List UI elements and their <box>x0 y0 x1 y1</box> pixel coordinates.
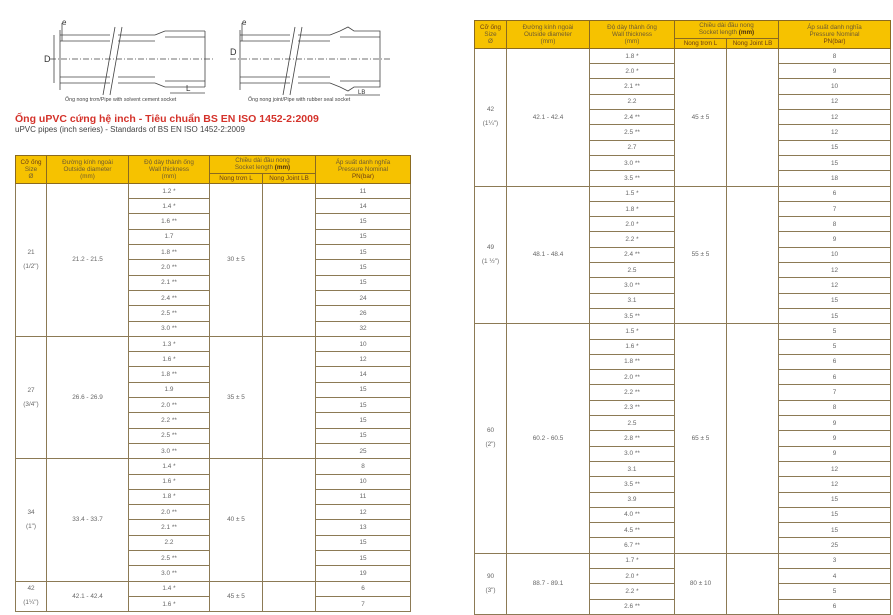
header-wt-en: Wall thickness <box>611 30 652 38</box>
pressure-nominal-cell: 4 <box>779 568 891 583</box>
wall-thickness-cell: 1.6 * <box>590 339 675 354</box>
pressure-nominal-cell: 6 <box>779 370 891 385</box>
wall-thickness-cell: 4.0 ** <box>590 507 675 522</box>
header-wt-en: Wall thickness <box>148 165 189 173</box>
pressure-nominal-cell: 5 <box>779 324 891 339</box>
pressure-nominal-cell: 12 <box>316 352 411 367</box>
pressure-nominal-cell: 15 <box>316 214 411 229</box>
socket-length-lb-cell <box>263 183 316 336</box>
pressure-nominal-cell: 15 <box>779 308 891 323</box>
outside-diameter-cell: 26.6 - 26.9 <box>47 336 129 458</box>
table-row <box>16 581 411 596</box>
header-size-vn: Cỡ ống <box>480 23 501 31</box>
header-sl-en-line <box>211 164 314 171</box>
header-wt-vn: Độ dày thành ống <box>144 158 194 166</box>
socket-length-lb-cell <box>727 324 779 553</box>
right-pipe-spec-table <box>474 20 891 615</box>
wall-thickness-cell: 1.2 * <box>129 183 210 198</box>
pressure-nominal-cell: 10 <box>779 79 891 94</box>
wall-thickness-cell: 2.0 ** <box>590 370 675 385</box>
pressure-nominal-cell: 11 <box>316 489 411 504</box>
label-d: D <box>44 54 51 64</box>
pressure-nominal-cell: 19 <box>316 566 411 581</box>
header-pn-en: Pressure Nominal <box>337 165 389 173</box>
header-socket-l: Nong trơn L <box>675 38 727 48</box>
header-pn-en: Pressure Nominal <box>809 30 860 38</box>
wall-thickness-cell: 2.1 ** <box>129 275 210 290</box>
header-od-en: Outside diameter <box>63 165 112 173</box>
caption-solvent-socket: Ống nong trơn/Pipe with solvent cement socket <box>65 97 177 103</box>
solvent-socket-pipe-diagram <box>40 15 220 105</box>
wall-thickness-cell: 2.0 ** <box>129 398 210 413</box>
pressure-nominal-cell: 15 <box>316 398 411 413</box>
socket-length-lb-cell <box>263 459 316 581</box>
wall-thickness-cell: 3.1 <box>590 293 675 308</box>
size-cell <box>475 324 507 553</box>
header-pn-unit: PN(bar) <box>823 38 846 46</box>
header-sl-unit: (mm) <box>738 29 755 37</box>
wall-thickness-cell: 2.5 ** <box>129 428 210 443</box>
wall-thickness-cell: 2.0 * <box>590 568 675 583</box>
wall-thickness-cell: 3.0 ** <box>129 566 210 581</box>
wall-thickness-cell: 1.4 * <box>129 459 210 474</box>
label-e: e <box>62 18 67 27</box>
outside-diameter-cell: 42.1 - 42.4 <box>507 48 590 186</box>
header-sl-vn: Chiều dài đầu nong <box>235 157 290 164</box>
pressure-nominal-cell: 15 <box>316 413 411 428</box>
pressure-nominal-cell: 15 <box>316 245 411 260</box>
size-value: 34 <box>27 508 35 516</box>
pressure-nominal-cell: 7 <box>316 596 411 611</box>
size-cell <box>16 336 47 458</box>
outside-diameter-cell: 21.2 - 21.5 <box>47 183 129 336</box>
socket-length-lb-cell <box>727 186 779 324</box>
socket-length-lb-cell <box>727 553 779 614</box>
wall-thickness-cell: 3.0 ** <box>129 321 210 336</box>
pressure-nominal-cell: 15 <box>779 492 891 507</box>
wall-thickness-cell: 1.3 * <box>129 336 210 351</box>
size-inch: (1/2") <box>23 262 39 270</box>
header-size <box>16 156 47 184</box>
wall-thickness-cell: 3.0 ** <box>590 446 675 461</box>
wall-thickness-cell: 1.6 * <box>129 596 210 611</box>
wall-thickness-cell: 2.2 ** <box>129 413 210 428</box>
wall-thickness-cell: 2.0 * <box>590 64 675 79</box>
wall-thickness-cell: 2.1 ** <box>129 520 210 535</box>
socket-length-l-cell: 80 ± 10 <box>675 553 727 614</box>
header-wt-unit: (mm) <box>624 38 640 46</box>
header-outside-diameter <box>47 156 129 184</box>
size-value: 90 <box>486 572 495 580</box>
pressure-nominal-cell: 7 <box>779 385 891 400</box>
wall-thickness-cell: 1.7 * <box>590 553 675 568</box>
header-wall-thickness <box>129 156 210 184</box>
header-size-symbol: Ø <box>488 38 493 46</box>
wall-thickness-cell: 4.5 ** <box>590 523 675 538</box>
header-pn-vn: Áp suất danh nghĩa <box>807 23 862 31</box>
header-socket-lb: Nong Joint LB <box>263 173 316 183</box>
wall-thickness-cell: 1.6 * <box>129 352 210 367</box>
header-od-en: Outside diameter <box>524 30 572 38</box>
size-value: 21 <box>27 248 35 256</box>
header-wt-unit: (mm) <box>161 173 177 181</box>
header-size-symbol: Ø <box>28 173 34 181</box>
wall-thickness-cell: 3.0 ** <box>590 155 675 170</box>
pressure-nominal-cell: 24 <box>316 290 411 305</box>
outside-diameter-cell: 42.1 - 42.4 <box>47 581 129 612</box>
table-row <box>16 459 411 474</box>
pressure-nominal-cell: 12 <box>779 110 891 125</box>
pressure-nominal-cell: 6 <box>316 581 411 596</box>
socket-length-lb-cell <box>263 581 316 612</box>
table-row <box>475 186 891 201</box>
label-e-joint: e <box>242 18 247 27</box>
header-socket-lb: Nong Joint LB <box>727 38 779 48</box>
socket-length-l-cell: 40 ± 5 <box>210 459 263 581</box>
outside-diameter-cell: 88.7 - 89.1 <box>507 553 590 614</box>
wall-thickness-cell: 1.8 ** <box>129 245 210 260</box>
pressure-nominal-cell: 9 <box>779 232 891 247</box>
pressure-nominal-cell: 26 <box>316 306 411 321</box>
pressure-nominal-cell: 9 <box>779 431 891 446</box>
pressure-nominal-cell: 9 <box>779 446 891 461</box>
pressure-nominal-cell: 8 <box>316 459 411 474</box>
pressure-nominal-cell: 7 <box>779 201 891 216</box>
page-title: Ống uPVC cứng hệ inch - Tiêu chuẩn BS EN ISO 1452-2:2009 <box>15 113 319 125</box>
pressure-nominal-cell: 12 <box>779 477 891 492</box>
socket-length-l-cell: 55 ± 5 <box>675 186 727 324</box>
header-socket-length <box>210 156 316 174</box>
size-inch: (3/4") <box>23 400 39 408</box>
header-sl-en-line <box>676 29 777 36</box>
wall-thickness-cell: 1.9 <box>129 382 210 397</box>
pressure-nominal-cell: 10 <box>316 336 411 351</box>
wall-thickness-cell: 2.5 ** <box>129 551 210 566</box>
header-wall-thickness <box>590 21 675 49</box>
wall-thickness-cell: 6.7 ** <box>590 538 675 553</box>
pressure-nominal-cell: 15 <box>316 229 411 244</box>
size-inch: (1 ½") <box>481 257 500 265</box>
wall-thickness-cell: 1.5 * <box>590 324 675 339</box>
wall-thickness-cell: 2.5 <box>590 416 675 431</box>
pressure-nominal-cell: 5 <box>779 584 891 599</box>
wall-thickness-cell: 2.4 ** <box>590 247 675 262</box>
wall-thickness-cell: 2.5 <box>590 263 675 278</box>
socket-length-l-cell: 45 ± 5 <box>675 48 727 186</box>
header-sl-en: Socket length <box>698 29 737 37</box>
outside-diameter-cell: 48.1 - 48.4 <box>507 186 590 324</box>
pressure-nominal-cell: 9 <box>779 416 891 431</box>
size-value: 49 <box>486 243 495 251</box>
wall-thickness-cell: 2.2 <box>590 94 675 109</box>
wall-thickness-cell: 3.5 ** <box>590 477 675 492</box>
socket-length-l-cell: 45 ± 5 <box>210 581 263 612</box>
wall-thickness-cell: 2.3 ** <box>590 400 675 415</box>
label-lb: LB <box>358 90 366 96</box>
size-cell <box>475 48 507 186</box>
pressure-nominal-cell: 15 <box>316 382 411 397</box>
size-inch: (1¼") <box>482 120 499 128</box>
wall-thickness-cell: 2.0 ** <box>129 505 210 520</box>
header-pressure-nominal <box>779 21 891 49</box>
header-size <box>475 21 507 49</box>
pressure-nominal-cell: 15 <box>316 275 411 290</box>
pressure-nominal-cell: 10 <box>779 247 891 262</box>
socket-length-l-cell: 30 ± 5 <box>210 183 263 336</box>
header-pn-unit: PN(bar) <box>351 173 375 181</box>
pressure-nominal-cell: 13 <box>316 520 411 535</box>
wall-thickness-cell: 1.8 * <box>590 201 675 216</box>
pressure-nominal-cell: 12 <box>779 125 891 140</box>
size-cell <box>16 581 47 612</box>
caption-rubber-seal: Ống nong joint/Pipe with rubber seal socket <box>248 97 351 103</box>
pressure-nominal-cell: 15 <box>779 140 891 155</box>
pressure-nominal-cell: 11 <box>316 183 411 198</box>
pressure-nominal-cell: 8 <box>779 400 891 415</box>
wall-thickness-cell: 2.2 * <box>590 232 675 247</box>
pressure-nominal-cell: 25 <box>779 538 891 553</box>
pressure-nominal-cell: 14 <box>316 367 411 382</box>
size-value: 42 <box>27 585 35 593</box>
socket-length-l-cell: 35 ± 5 <box>210 336 263 458</box>
outside-diameter-cell: 60.2 - 60.5 <box>507 324 590 553</box>
header-pressure-nominal <box>316 156 411 184</box>
wall-thickness-cell: 2.5 ** <box>590 125 675 140</box>
pressure-nominal-cell: 12 <box>779 278 891 293</box>
wall-thickness-cell: 3.0 ** <box>590 278 675 293</box>
header-od-unit: (mm) <box>80 173 95 181</box>
wall-thickness-cell: 1.8 ** <box>129 367 210 382</box>
pressure-nominal-cell: 8 <box>779 217 891 232</box>
header-size-en: Size <box>484 30 497 38</box>
pressure-nominal-cell: 12 <box>316 505 411 520</box>
wall-thickness-cell: 2.0 ** <box>129 260 210 275</box>
wall-thickness-cell: 1.6 ** <box>129 214 210 229</box>
socket-length-lb-cell <box>727 48 779 186</box>
pressure-nominal-cell: 15 <box>779 523 891 538</box>
pressure-nominal-cell: 15 <box>316 260 411 275</box>
wall-thickness-cell: 3.0 ** <box>129 443 210 458</box>
wall-thickness-cell: 2.0 * <box>590 217 675 232</box>
header-size-vn: Cỡ ống <box>20 158 42 166</box>
size-value: 27 <box>27 386 35 394</box>
header-od-vn: Đường kính ngoài <box>522 23 574 31</box>
pressure-nominal-cell: 8 <box>779 48 891 63</box>
socket-length-l-cell: 65 ± 5 <box>675 324 727 553</box>
wall-thickness-cell: 2.2 <box>129 535 210 550</box>
header-od-vn: Đường kính ngoài <box>62 158 113 166</box>
header-socket-length <box>675 21 779 39</box>
wall-thickness-cell: 2.2 ** <box>590 385 675 400</box>
pressure-nominal-cell: 6 <box>779 186 891 201</box>
wall-thickness-cell: 2.2 * <box>590 584 675 599</box>
pressure-nominal-cell: 12 <box>779 94 891 109</box>
header-size-en: Size <box>24 165 38 173</box>
pressure-nominal-cell: 14 <box>316 199 411 214</box>
size-value: 60 <box>486 427 495 435</box>
wall-thickness-cell: 1.5 * <box>590 186 675 201</box>
wall-thickness-cell: 2.1 ** <box>590 79 675 94</box>
pressure-nominal-cell: 12 <box>779 461 891 476</box>
header-socket-l: Nong trơn L <box>210 173 263 183</box>
wall-thickness-cell: 3.1 <box>590 461 675 476</box>
size-inch: (2") <box>485 441 496 449</box>
pressure-nominal-cell: 25 <box>316 443 411 458</box>
header-pn-vn: Áp suất danh nghĩa <box>335 158 391 166</box>
header-sl-en: Socket length <box>234 164 273 172</box>
wall-thickness-cell: 2.8 ** <box>590 431 675 446</box>
pressure-nominal-cell: 12 <box>779 263 891 278</box>
table-row <box>475 324 891 339</box>
table-row <box>475 48 891 63</box>
wall-thickness-cell: 3.5 ** <box>590 171 675 186</box>
wall-thickness-cell: 2.6 ** <box>590 599 675 614</box>
size-cell <box>475 553 507 614</box>
pressure-nominal-cell: 15 <box>779 293 891 308</box>
wall-thickness-cell: 2.4 ** <box>129 290 210 305</box>
wall-thickness-cell: 2.5 ** <box>129 306 210 321</box>
header-sl-unit: (mm) <box>274 164 291 172</box>
wall-thickness-cell: 2.4 ** <box>590 110 675 125</box>
pressure-nominal-cell: 15 <box>779 155 891 170</box>
wall-thickness-cell: 1.7 <box>129 229 210 244</box>
wall-thickness-cell: 1.6 * <box>129 474 210 489</box>
wall-thickness-cell: 2.7 <box>590 140 675 155</box>
size-value: 42 <box>486 106 495 114</box>
pressure-nominal-cell: 9 <box>779 64 891 79</box>
wall-thickness-cell: 3.5 ** <box>590 308 675 323</box>
pressure-nominal-cell: 15 <box>316 551 411 566</box>
wall-thickness-cell: 1.8 ** <box>590 354 675 369</box>
rubber-seal-pipe-diagram <box>230 15 400 105</box>
wall-thickness-cell: 3.9 <box>590 492 675 507</box>
wall-thickness-cell: 1.4 * <box>129 581 210 596</box>
outside-diameter-cell: 33.4 - 33.7 <box>47 459 129 581</box>
pressure-nominal-cell: 15 <box>316 428 411 443</box>
wall-thickness-cell: 1.4 * <box>129 199 210 214</box>
pressure-nominal-cell: 15 <box>779 507 891 522</box>
pressure-nominal-cell: 10 <box>316 474 411 489</box>
size-cell <box>475 186 507 324</box>
pressure-nominal-cell: 6 <box>779 354 891 369</box>
header-sl-vn: Chiều dài đầu nong <box>699 22 754 29</box>
table-row <box>16 336 411 351</box>
size-inch: (3") <box>485 586 496 594</box>
label-d-joint: D <box>230 47 237 57</box>
left-pipe-spec-table <box>15 155 411 612</box>
size-inch: (1") <box>25 522 37 530</box>
header-outside-diameter <box>507 21 590 49</box>
label-l: L <box>186 84 191 93</box>
page-subtitle: uPVC pipes (inch series) - Standards of BS EN ISO 1452-2:2009 <box>15 125 245 134</box>
wall-thickness-cell: 1.8 * <box>129 489 210 504</box>
table-row <box>475 553 891 568</box>
size-cell <box>16 183 47 336</box>
pressure-nominal-cell: 3 <box>779 553 891 568</box>
pressure-nominal-cell: 6 <box>779 599 891 614</box>
wall-thickness-cell: 1.8 * <box>590 48 675 63</box>
pressure-nominal-cell: 15 <box>316 535 411 550</box>
header-od-unit: (mm) <box>540 38 556 46</box>
table-row <box>16 183 411 198</box>
size-cell <box>16 459 47 581</box>
pressure-nominal-cell: 5 <box>779 339 891 354</box>
size-inch: (1¼") <box>23 599 39 607</box>
socket-length-lb-cell <box>263 336 316 458</box>
header-wt-vn: Độ dày thành ống <box>607 23 657 31</box>
pressure-nominal-cell: 18 <box>779 171 891 186</box>
pressure-nominal-cell: 32 <box>316 321 411 336</box>
